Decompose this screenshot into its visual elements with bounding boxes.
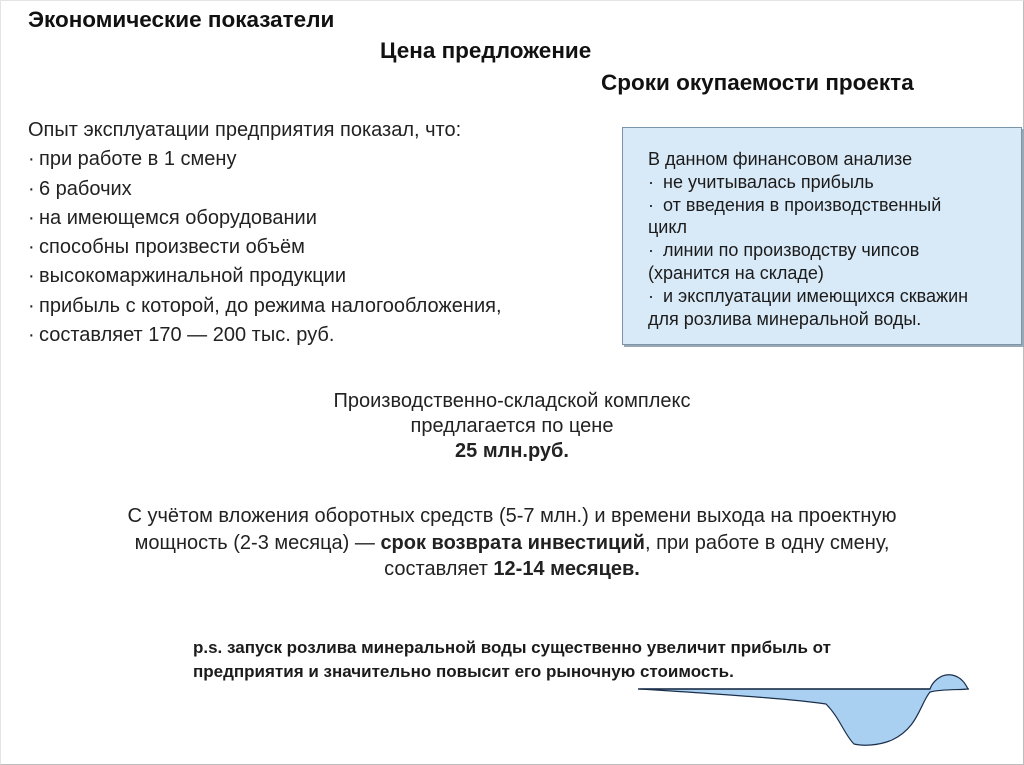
list-item: · прибыль с которой, до режима налогообложения, — [28, 294, 502, 317]
payback-period: 12-14 месяцев. — [493, 558, 640, 580]
note-item-continued: (хранится на складе) — [648, 262, 824, 283]
list-item: · способны произвести объём — [28, 236, 305, 259]
payback-line-2: мощность (2-3 месяца) — срок возврата инвестиций, при работе в одну смену, — [134, 531, 890, 554]
note-item: · не учитывалась прибыль — [648, 171, 874, 192]
list-item: · высокомаржинальной продукции — [28, 265, 347, 288]
list-item: · составляет 170 — 200 тыс. руб. — [28, 324, 335, 347]
experience-intro: Опыт эксплуатации предприятия показал, что: — [28, 119, 462, 141]
note-intro: В данном финансовом анализе — [648, 149, 913, 169]
heading-economic: Экономические показатели — [28, 7, 335, 32]
price-offer — [0, 389, 1024, 464]
financial-note-text — [648, 148, 968, 330]
offer-line-1: Производственно-складской комплекс — [333, 390, 691, 412]
payback-line-1: С учётом вложения оборотных средств (5-7 млн.) и времени выхода на проектную — [127, 505, 897, 527]
postscript-line-1: p.s. запуск розлива минеральной воды существенно увеличит прибыль от — [193, 638, 831, 657]
note-item: · линии по производству чипсов — [648, 240, 920, 261]
note-item: · и эксплуатации имеющихся скважин — [648, 285, 969, 306]
note-item: · от введения в производственный — [648, 194, 942, 215]
offer-line-2: предлагается по цене — [410, 415, 614, 437]
list-item: · при работе в 1 смену — [28, 148, 237, 171]
postscript-line-2: предприятия и значительно повысит его рыночную стоимость. — [193, 662, 734, 681]
water-body-shape — [640, 675, 969, 745]
financial-note-box — [622, 127, 1022, 345]
offer-price: 25 млн.руб. — [455, 440, 569, 462]
experience-list — [28, 116, 502, 350]
note-item-continued: цикл — [648, 217, 687, 238]
payback-line-3: составляет 12-14 месяцев. — [384, 558, 640, 580]
list-item: · на имеющемся оборудовании — [28, 206, 317, 229]
investment-return-term: срок возврата инвестиций — [380, 531, 645, 554]
heading-price: Цена предложение — [380, 38, 592, 63]
note-item-continued: для розлива минеральной воды. — [648, 308, 922, 329]
list-item: · 6 рабочих — [28, 177, 132, 200]
water-reservoir-icon — [630, 668, 975, 753]
payback-statement — [0, 503, 1024, 583]
heading-payback: Сроки окупаемости проекта — [601, 70, 914, 95]
